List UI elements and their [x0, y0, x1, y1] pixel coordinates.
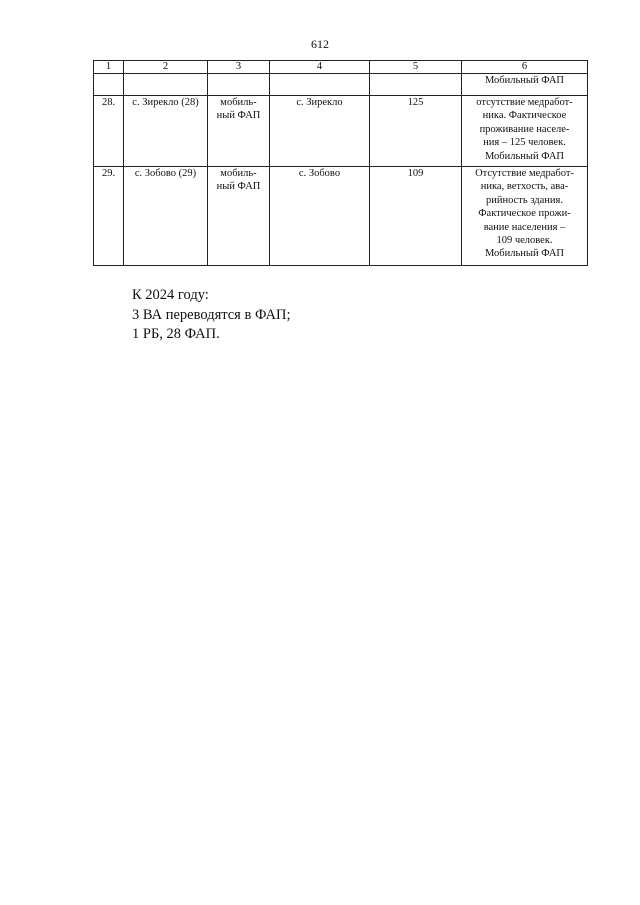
column-header: 3 [208, 61, 270, 74]
table-cell [94, 74, 124, 96]
table-cell [124, 74, 208, 96]
facilities-table [93, 60, 588, 266]
column-header: 2 [124, 61, 208, 74]
table-cell: 29. [94, 167, 124, 266]
column-header: 6 [462, 61, 588, 74]
page-number: 612 [311, 37, 329, 51]
table-cell: с. Зобово [270, 167, 370, 266]
summary-line: 3 ВА переводятся в ФАП; [132, 306, 291, 323]
table-cell [370, 74, 462, 96]
summary-line: 1 РБ, 28 ФАП. [132, 326, 220, 342]
table-row [94, 74, 588, 96]
summary-line: К 2024 году: [132, 287, 209, 303]
table-cell [270, 74, 370, 96]
table-cell: отсутствие медработ- ника. Фактическое проживание населе- ния – 125 человек. Мобильный ФАП [462, 96, 588, 167]
table-cell: с. Зобово (29) [124, 167, 208, 266]
table-cell: 109 [370, 167, 462, 266]
table-cell: мобиль- ный ФАП [208, 167, 270, 266]
table-cell: Отсутствие медработ- ника, ветхость, ава- рийность здания. Фактическое прожи- вание населения – 109 человек. Мобильный ФАП [462, 167, 588, 266]
table-cell: с. Зирекло [270, 96, 370, 167]
table-row [94, 167, 588, 266]
column-header: 1 [94, 61, 124, 74]
column-header: 4 [270, 61, 370, 74]
summary-text [132, 286, 290, 345]
table-cell: с. Зирекло (28) [124, 96, 208, 167]
table-cell: Мобильный ФАП [462, 74, 588, 96]
table-header-row [94, 61, 588, 74]
column-header: 5 [370, 61, 462, 74]
table-cell: мобиль- ный ФАП [208, 96, 270, 167]
table-cell [208, 74, 270, 96]
table-row [94, 96, 588, 167]
table-cell: 28. [94, 96, 124, 167]
table-cell: 125 [370, 96, 462, 167]
